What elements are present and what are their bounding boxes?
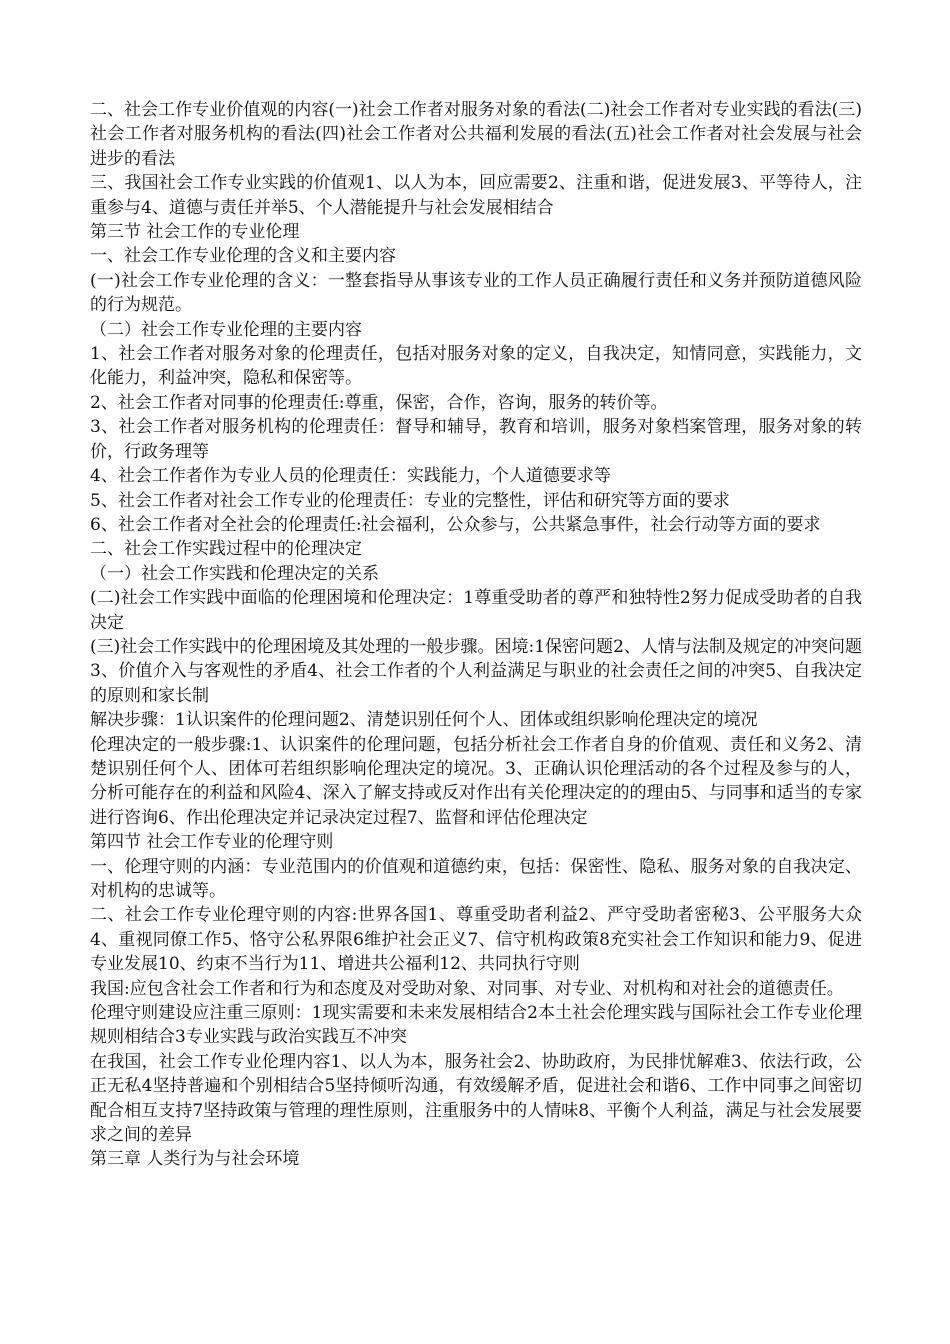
paragraph-ethics-code-meaning: 一、伦理守则的内涵：专业范围内的价值观和道德约束，包括：保密性、隐私、服务对象的自我决定、对机构的忠诚等。 [90, 856, 862, 901]
list-item-responsibility-as-professional: 4、社会工作者作为专业人员的伦理责任：实践能力，个人道德要求等 [90, 466, 611, 487]
subheading-ethical-decisions: 二、社会工作实践过程中的伦理决定 [90, 539, 362, 560]
section-heading-ethics-code: 第四节 社会工作专业的伦理守则 [90, 832, 334, 853]
list-item-responsibility-to-profession: 5、社会工作者对社会工作专业的伦理责任：专业的完整性，评估和研究等方面的要求 [90, 490, 730, 511]
section-heading-professional-ethics: 第三节 社会工作的专业伦理 [90, 222, 300, 243]
chapter-heading-human-behavior: 第三章 人类行为与社会环境 [90, 1149, 300, 1170]
subheading-ethics-meaning-and-content: 一、社会工作专业伦理的含义和主要内容 [90, 246, 396, 267]
subheading-ethics-main-content: （二）社会工作专业伦理的主要内容 [90, 319, 362, 340]
list-item-responsibility-to-clients: 1、社会工作者对服务对象的伦理责任，包括对服务对象的定义，自我决定，知情同意，实践能力，文化能力，利益冲突，隐私和保密等。 [90, 344, 862, 389]
list-item-responsibility-to-colleagues: 2、社会工作者对同事的伦理责任:尊重，保密，合作，咨询，服务的转价等。 [90, 392, 668, 413]
paragraph-dilemmas-handling-steps: (三)社会工作实践中的伦理困境及其处理的一般步骤。困境:1保密问题2、人情与法制及规定的冲突问题3、价值介入与客观性的矛盾4、社会工作者的个人利益满足与职业的社会责任之间的冲突5、自我决定的原则和家长制 [90, 636, 862, 706]
subheading-practice-and-decisions-relation: （一）社会工作实践和伦理决定的关系 [90, 563, 379, 584]
paragraph-ethics-code-content: 二、社会工作专业伦理守则的内容:世界各国1、尊重受助者利益2、严守受助者密秘3、公平服务大众4、重视同僚工作5、恪守公私界限6维护社会正义7、信守机构政策8充实社会工作知识和能力9、促进专业发展10、约束不当行为11、增进共公福利12、共同执行守则 [90, 905, 862, 975]
list-item-responsibility-to-agencies: 3、社会工作者对服务机构的伦理责任：督导和辅导，教育和培训，服务对象档案管理，服务对象的转价，行政务理等 [90, 417, 862, 462]
paragraph-china-practice-values: 三、我国社会工作专业实践的价值观1、以人为本，回应需要2、注重和谐，促进发展3、平等待人，注重参与4、道德与责任并举5、个人潜能提升与社会发展相结合 [90, 173, 862, 218]
paragraph-resolution-steps: 解决步骤：1认识案件的伦理问题2、清楚识别任何个人、团体或组织影响伦理决定的境况 [90, 710, 758, 731]
paragraph-ethics-definition: (一)社会工作专业伦理的含义：一整套指导从事该专业的工作人员正确履行责任和义务并预防道德风险的行为规范。 [90, 270, 862, 316]
paragraph-ethics-code-principles: 伦理守则建设应注重三原则：1现实需要和未来发展相结合2本土社会伦理实践与国际社会工作专业伦理规则相结合3专业实践与政治实践互不冲突 [90, 1003, 862, 1048]
paragraph-general-decision-steps: 伦理决定的一般步骤:1、认识案件的伦理问题，包括分析社会工作者自身的价值观、责任和义务2、清楚识别任何个人、团体可若组织影响伦理决定的境况。3、正确认识伦理活动的各个过程及参与的人，分析可能存在的利益和风险4、深入了解支持或反对作出有关伦理决定的的理由5、与同事和适当的专家进行咨询6、作出伦理决定并记录决定过程7、监督和评估伦理决定 [90, 734, 862, 828]
document-page [90, 98, 862, 1172]
paragraph-china-ethics-code: 我国:应包含社会工作者和行为和态度及对受助对象、对同事、对专业、对机构和对社会的道德责任。 [90, 978, 844, 999]
paragraph-social-work-values-content: 二、社会工作专业价值观的内容(一)社会工作者对服务对象的看法(二)社会工作者对专业实践的看法(三)社会工作者对服务机构的看法(四)社会工作者对公共福利发展的看法(五)社会工作者对社会发展与社会进步的看法 [90, 100, 862, 169]
list-item-responsibility-to-society: 6、社会工作者对全社会的伦理责任:社会福利，公众参与，公共紧急事件，社会行动等方面的要求 [90, 514, 821, 535]
paragraph-ethical-dilemmas-and-decisions: (二)社会工作实践中面临的伦理困境和伦理决定：1尊重受助者的尊严和独特性2努力促成受助者的自我决定 [90, 588, 862, 633]
paragraph-china-ethics-content: 在我国，社会工作专业伦理内容1、以人为本，服务社会2、协助政府，为民排忧解难3、依法行政，公正无私4坚持普遍和个别相结合5坚持倾听沟通，有效缓解矛盾，促进社会和谐6、工作中同事之间密切配合相互支持7坚持政策与管理的理性原则，注重服务中的人情味8、平衡个人利益，满足与社会发展要求之间的差异 [90, 1051, 862, 1146]
